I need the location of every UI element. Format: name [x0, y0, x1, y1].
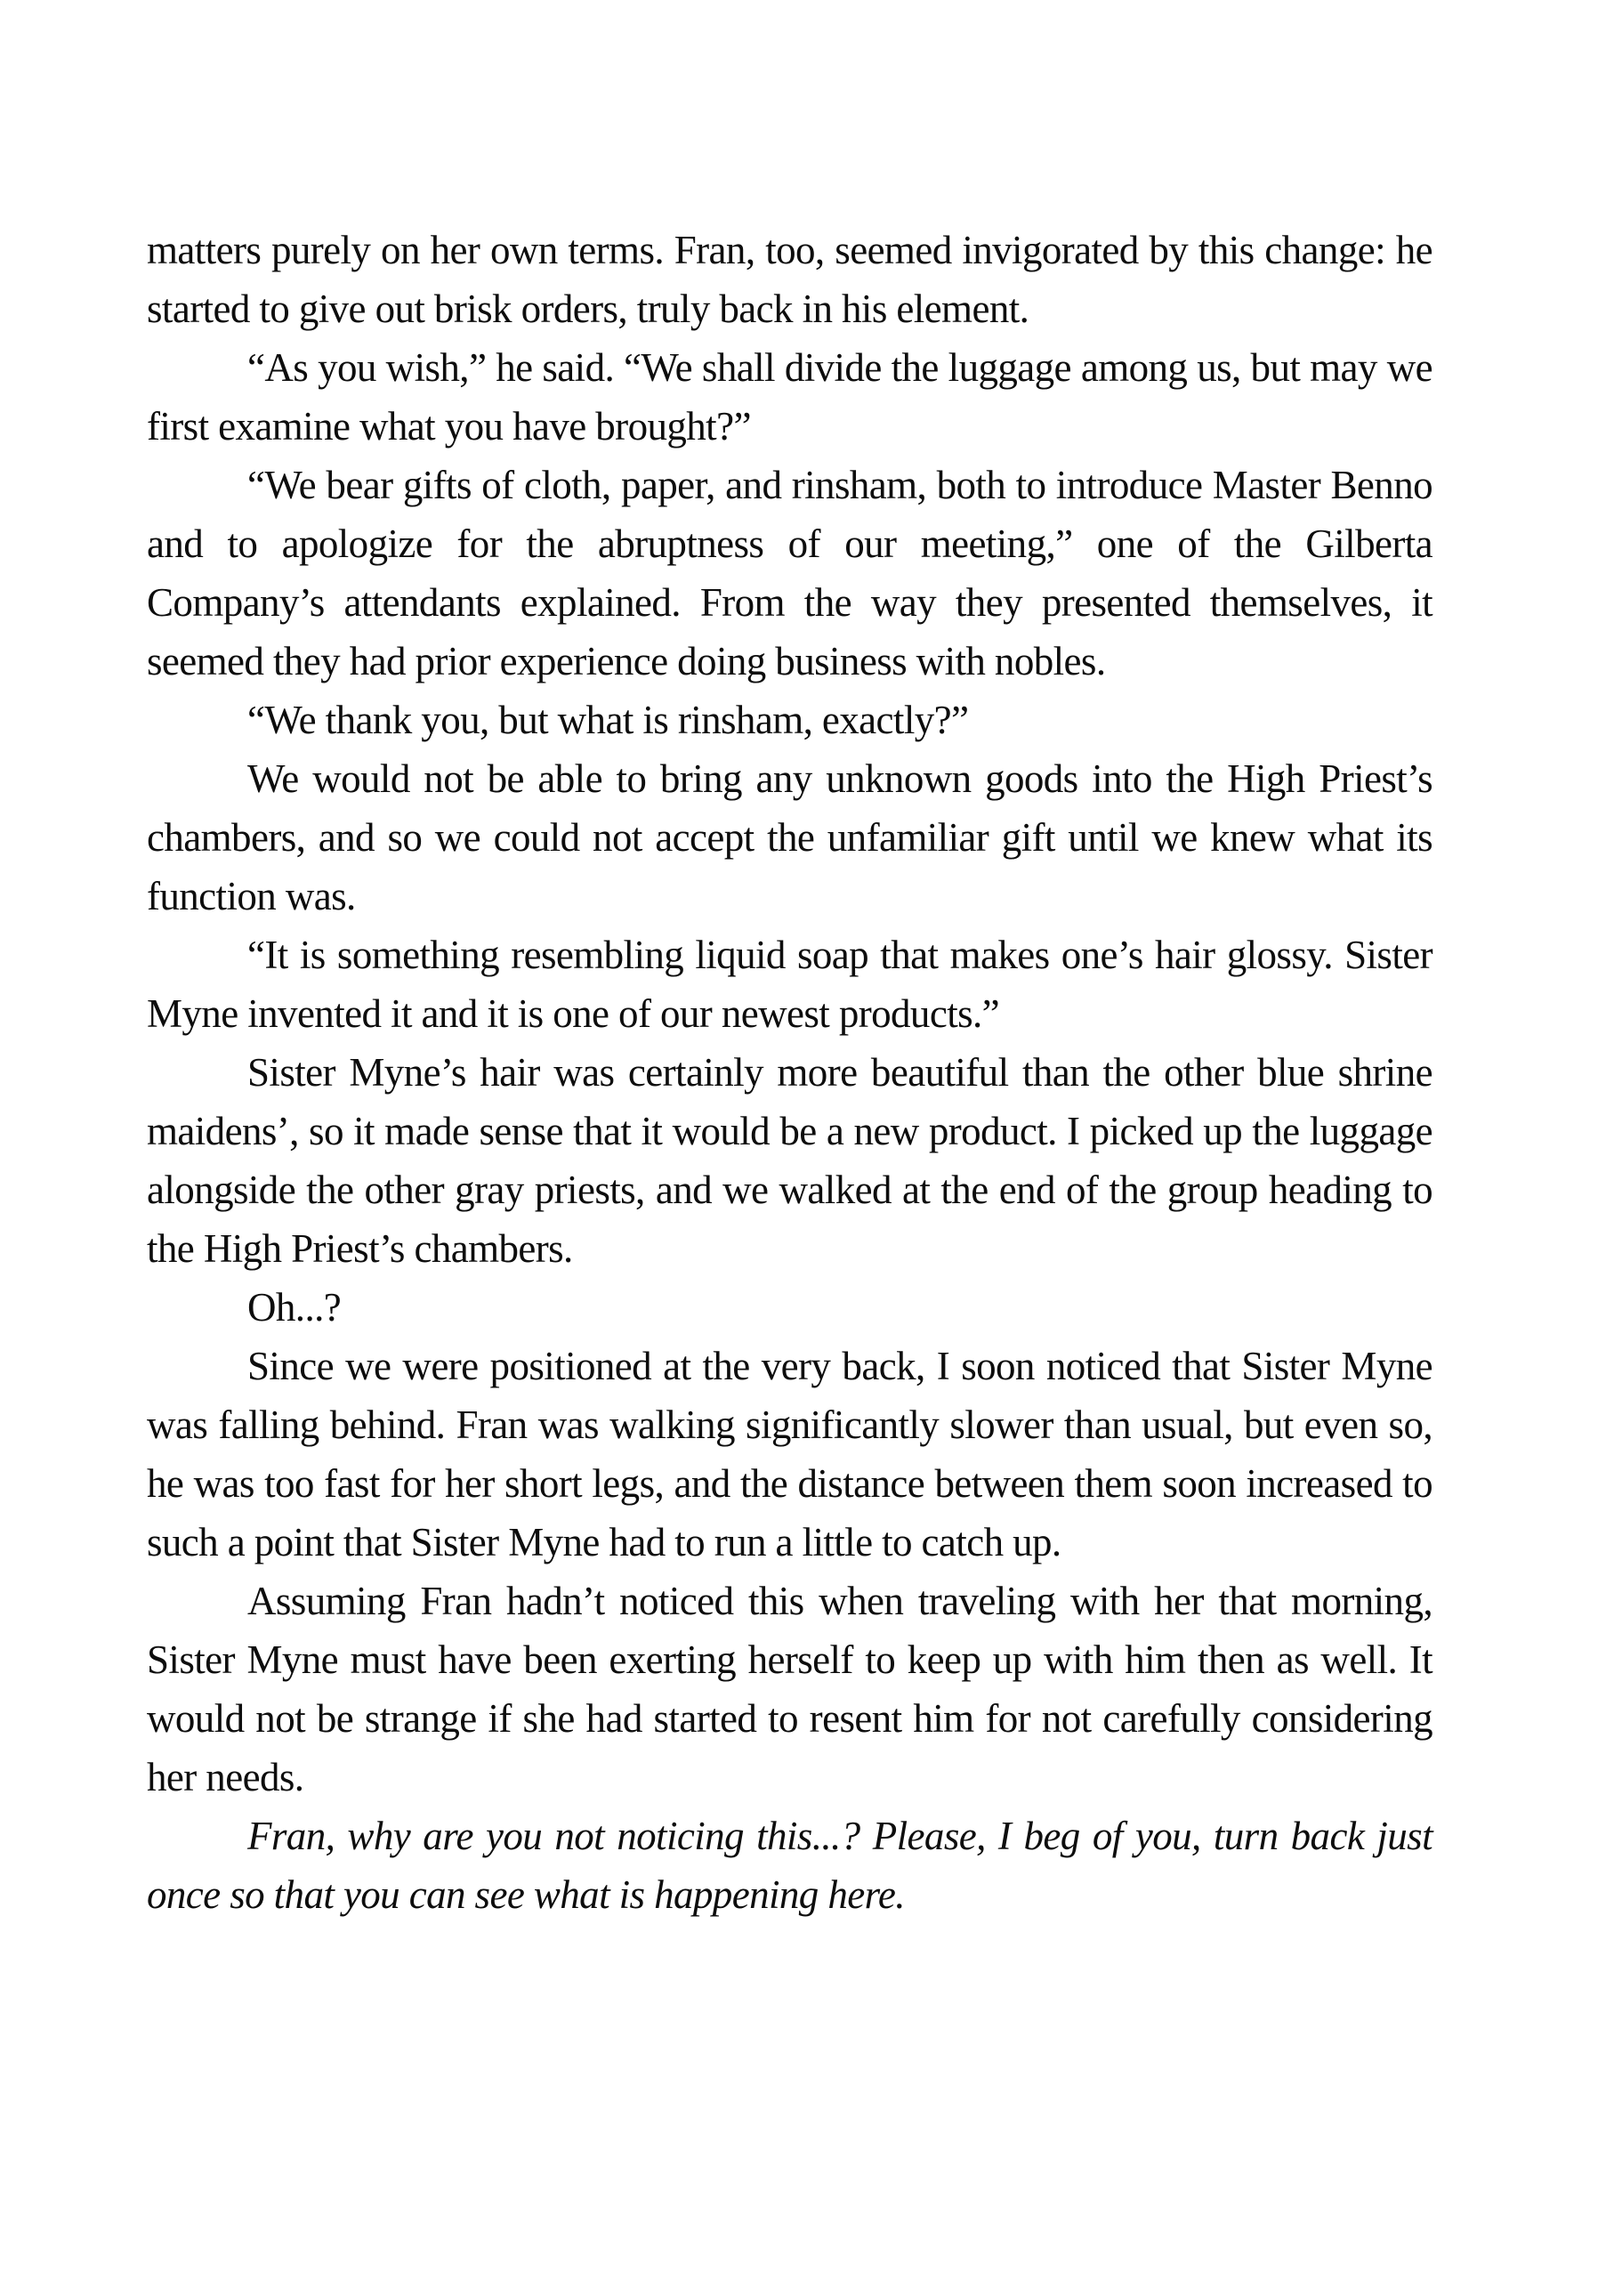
paragraph: “As you wish,” he said. “We shall divide the luggage among us, but may we first examine what you have brought?” [147, 345, 1432, 449]
paragraph: Since we were positioned at the very back, I soon noticed that Sister Myne was falling behind. Fran was walking significantly slower than usual, but even so, he was too fast for her short legs, and the distance between them soon increased to such a point that Sister Myne had to run a little to catch up. [147, 1344, 1432, 1564]
paragraph: Oh...? [247, 1285, 342, 1330]
paragraph: “We thank you, but what is rinsham, exactly?” [247, 698, 969, 742]
paragraph: matters purely on her own terms. Fran, too, seemed invigorated by this change: he started to give out brisk orders, truly back in his element. [147, 228, 1432, 331]
paragraph: “We bear gifts of cloth, paper, and rinsham, both to introduce Master Benno and to apologize for the abruptness of our meeting,” one of the Gilberta Company’s attendants explained. From the way they presented themselves, it seemed they had prior experience doing business with nobles. [147, 463, 1432, 683]
paragraph: “It is something resembling liquid soap that makes one’s hair glossy. Sister Myne invented it and it is one of our newest products.” [147, 933, 1432, 1036]
paragraph: Assuming Fran hadn’t noticed this when traveling with her that morning, Sister Myne must have been exerting herself to keep up with him then as well. It would not be strange if she had started to resent him for not carefully considering her needs. [147, 1579, 1432, 1799]
paragraph: Sister Myne’s hair was certainly more beautiful than the other blue shrine maidens’, so it made sense that it would be a new product. I picked up the luggage alongside the other gray priests, and we walked at the end of the group heading to the High Priest’s chambers. [147, 1050, 1432, 1271]
paragraph-italic-inner-monologue: Fran, why are you not noticing this...? Please, I beg of you, turn back just once so that you can see what is happening here. [147, 1814, 1432, 1917]
page-text [147, 221, 1432, 1924]
paragraph: We would not be able to bring any unknown goods into the High Priest’s chambers, and so we could not accept the unfamiliar gift until we knew what its function was. [147, 756, 1432, 918]
